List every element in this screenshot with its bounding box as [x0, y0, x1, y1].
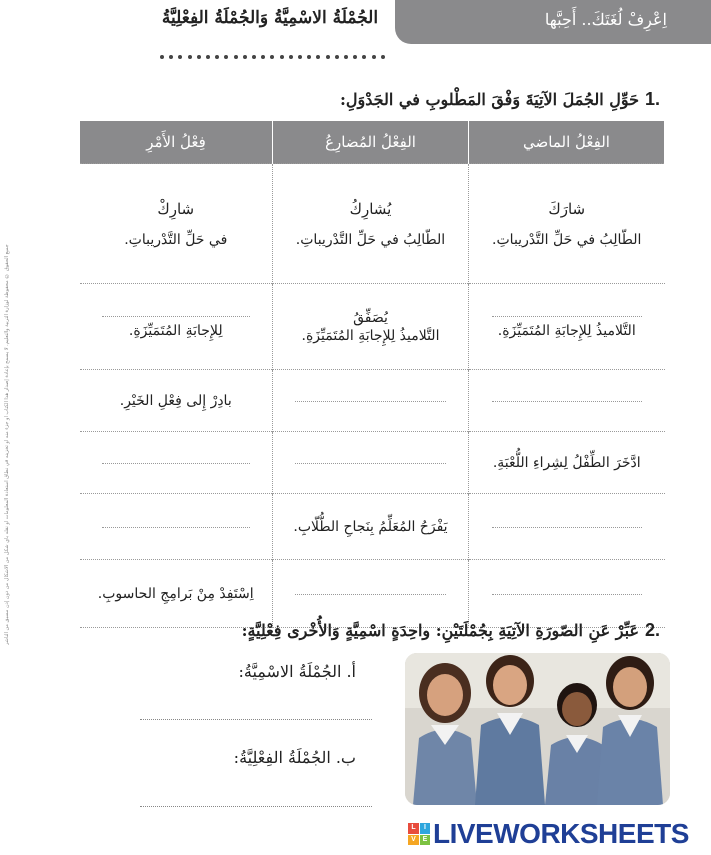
verbal-sentence-answer-line[interactable]	[140, 805, 372, 807]
cell-past-5	[469, 494, 665, 560]
q1-number: 1.	[645, 89, 661, 109]
cell-sentence: الطّالِبُ في حَلِّ التَّدْريباتِ.	[295, 231, 446, 248]
cell-past-4	[469, 432, 665, 494]
cell-sentence: ادَّخَرَ الطِّفْلُ لِشِراءِ اللُّعْبَةِ.	[492, 454, 641, 471]
answer-blank[interactable]	[295, 593, 445, 595]
cell-imperative-3	[80, 370, 273, 432]
header-tab	[395, 0, 711, 44]
header-past-tense: الفِعْلُ الماضي	[469, 121, 665, 164]
logo-icon	[408, 823, 430, 845]
logo-text: LIVEWORKSHEETS	[433, 818, 689, 849]
title-dotted-underline	[160, 52, 385, 62]
cell-verb: شارِكْ	[157, 199, 195, 218]
logo-letter: E	[420, 835, 431, 846]
cell-past-6	[469, 560, 665, 628]
cell-sentence: الطّالِبُ في حَلِّ التَّدْريباتِ.	[492, 231, 642, 248]
cell-imperative-4	[80, 432, 273, 494]
header-imperative: فِعْلُ الأَمْرِ	[80, 121, 273, 164]
cell-sentence: بادِرْ إِلى فِعْلِ الخَيْرِ.	[119, 392, 232, 409]
q1-instruction: حَوِّلِ الجُمَلَ الآتِيَةَ وَفْقَ المَطْلوبِ في الجَدْوَلِ:	[340, 90, 639, 109]
answer-blank[interactable]	[492, 593, 642, 595]
cell-imperative-6	[80, 560, 273, 628]
header-present-tense: الفِعْلُ المُضارِعُ	[273, 121, 469, 164]
cell-present-1	[273, 164, 469, 284]
cell-imperative-5	[80, 494, 273, 560]
verb-conversion-table	[79, 121, 665, 628]
q2-instruction: عَبِّرْ عَنِ الصّورَةِ الآتِيَةِ بِجُمْلَتَيْنِ: واحِدَةٍ اسْمِيَّةٍ وَالأُخْرى فِعْلِيَّةٍ:	[241, 621, 639, 640]
cell-sentence: التَّلاميذُ لِلإِجابَةِ المُتَمَيِّزَةِ.	[497, 322, 636, 339]
logo-letter: L	[408, 823, 419, 834]
answer-blank[interactable]	[102, 526, 250, 528]
cell-verb: يُصَفِّقُ	[353, 309, 388, 326]
nominal-sentence-answer-line[interactable]	[140, 718, 372, 720]
schoolgirls-photo	[405, 653, 670, 805]
table-header-row	[80, 121, 665, 164]
copyright-side-note: جميع الحقوق © محفوظة لوزارة التربية والتعليم. لا يسمح بإعادة إصدار هذا الكتاب أو جزء منه أو تخزينه في نطاق استعادة المعلومات أو نقله بأي شكل من الأشكال من دون إذن مسبق من الناشر	[4, 244, 10, 645]
cell-verb: شارَكَ	[548, 199, 586, 218]
nominal-sentence-label: أ. الجُمْلَةُ الاسْمِيَّةُ:	[238, 662, 356, 681]
table-row	[80, 164, 665, 284]
schoolgirls-illustration	[405, 653, 670, 805]
answer-blank[interactable]	[295, 462, 445, 464]
cell-sentence: في حَلِّ التَّدْريباتِ.	[124, 231, 228, 248]
cell-sentence: التَّلاميذُ لِلإِجابَةِ المُتَمَيِّزَةِ.	[301, 327, 440, 344]
answer-blank[interactable]	[295, 400, 445, 402]
liveworksheets-logo	[408, 818, 689, 850]
cell-sentence: اِسْتَفِدْ مِنْ بَرامِجِ الحاسوبِ.	[97, 585, 254, 602]
header-tab-text: اِعْرِفْ لُغَتَكَ.. أَحِبَّها	[544, 10, 667, 29]
cell-sentence: يَفْرَحُ المُعَلِّمُ بِنَجاحِ الطُّلّابِ.	[293, 518, 448, 535]
answer-blank[interactable]	[102, 315, 250, 317]
answer-blank[interactable]	[492, 526, 642, 528]
cell-imperative-1	[80, 164, 273, 284]
unit-title: الجُمْلَةُ الاسْمِيَّةُ وَالجُمْلَةُ الفِعْلِيَّةُ	[161, 8, 379, 28]
logo-letter: I	[420, 823, 431, 834]
cell-present-2	[273, 284, 469, 370]
table-row	[80, 432, 665, 494]
cell-present-6	[273, 560, 469, 628]
answer-blank[interactable]	[102, 462, 250, 464]
answer-blank[interactable]	[492, 400, 642, 402]
cell-verb: يُشارِكُ	[349, 199, 392, 218]
cell-past-3	[469, 370, 665, 432]
table-row	[80, 494, 665, 560]
cell-present-3	[273, 370, 469, 432]
answer-blank[interactable]	[492, 315, 642, 317]
cell-past-1	[469, 164, 665, 284]
cell-present-5	[273, 494, 469, 560]
logo-letter: V	[408, 835, 419, 846]
verbal-sentence-label: ب. الجُمْلَةُ الفِعْلِيَّةُ:	[233, 748, 356, 767]
table-row	[80, 284, 665, 370]
table-row	[80, 370, 665, 432]
cell-past-2	[469, 284, 665, 370]
cell-sentence: لِلإِجابَةِ المُتَمَيِّزَةِ.	[128, 322, 223, 339]
cell-present-4	[273, 432, 469, 494]
table-row	[80, 560, 665, 628]
cell-imperative-2	[80, 284, 273, 370]
q2-number: 2.	[645, 620, 661, 640]
